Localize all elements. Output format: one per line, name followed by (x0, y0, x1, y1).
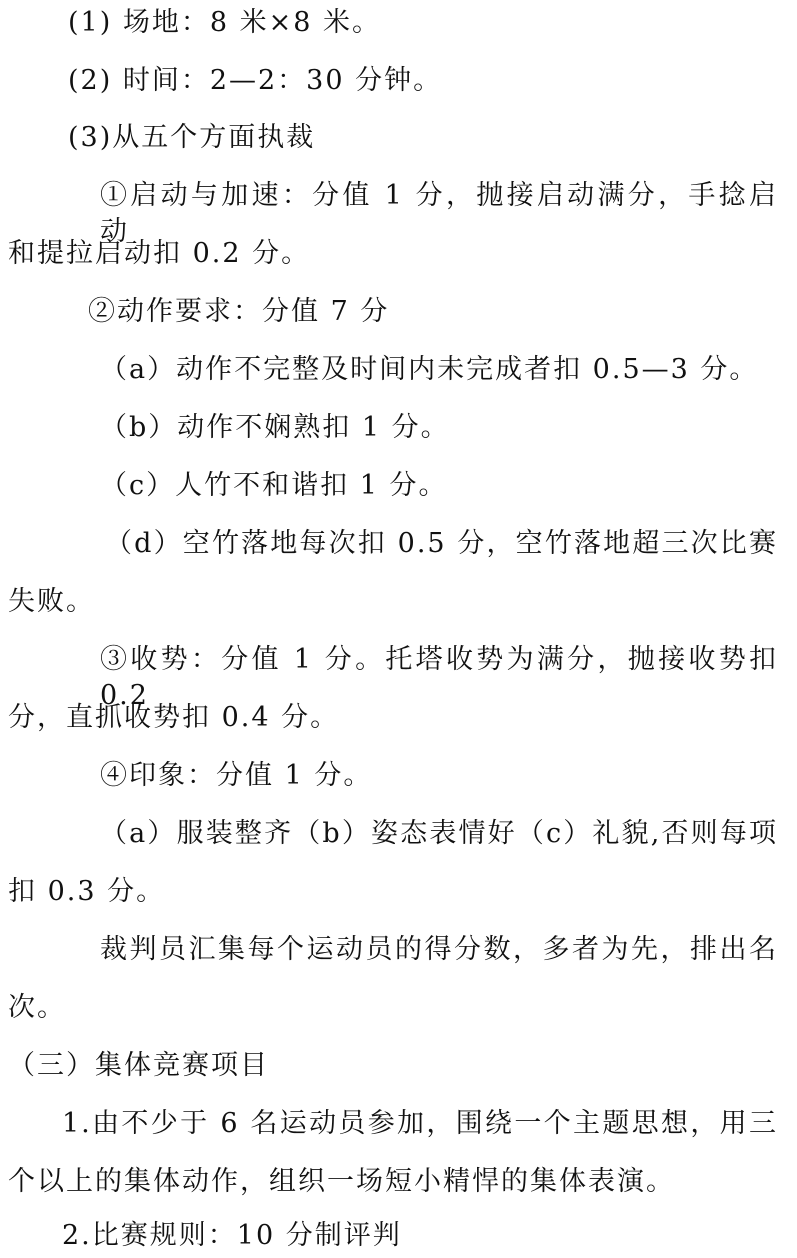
section-heading-group-events: （三）集体竞赛项目 (8, 1050, 269, 1081)
rule-d-continuation: 失败。 (8, 586, 95, 617)
judging-aspects-heading: (3)从五个方面执裁 (68, 122, 316, 153)
group-rule-1-line: 1.由不少于 6 名运动员参加，围绕一个主题思想，用三 (62, 1108, 778, 1139)
rule-c-line: （c）人竹不和谐扣 1 分。 (100, 470, 448, 501)
group-rule-1-continuation: 个以上的集体动作，组织一场短小精悍的集体表演。 (8, 1166, 675, 1197)
venue-line: (1) 场地：8 米×8 米。 (68, 7, 381, 38)
finish-pose-continuation: 分，直抓收势扣 0.4 分。 (8, 702, 340, 733)
ranking-line: 裁判员汇集每个运动员的得分数，多者为先，排出名 (100, 934, 778, 965)
finish-pose-line: ③收势：分值 1 分。托塔收势为满分，抛接收势扣 0.2 (100, 644, 778, 711)
start-acceleration-line: ①启动与加速：分值 1 分，抛接启动满分，手捻启动 (100, 180, 778, 247)
ranking-continuation: 次。 (8, 992, 66, 1023)
rule-d-line: （d）空竹落地每次扣 0.5 分，空竹落地超三次比赛 (105, 528, 778, 559)
impression-items-line: （a）服装整齐（b）姿态表情好（c）礼貌,否则每项 (100, 818, 778, 849)
time-line: (2) 时间：2—2：30 分钟。 (68, 65, 443, 96)
rule-b-line: （b）动作不娴熟扣 1 分。 (100, 412, 450, 443)
rule-a-line: （a）动作不完整及时间内未完成者扣 0.5—3 分。 (100, 354, 759, 385)
start-acceleration-continuation: 和提拉启动扣 0.2 分。 (8, 238, 311, 269)
impression-heading: ④印象：分值 1 分。 (100, 760, 373, 791)
action-requirements-heading: ②动作要求：分值 7 分 (88, 296, 390, 327)
group-rule-2-line: 2.比赛规则：10 分制评判 (62, 1220, 402, 1251)
impression-continuation: 扣 0.3 分。 (8, 876, 166, 907)
